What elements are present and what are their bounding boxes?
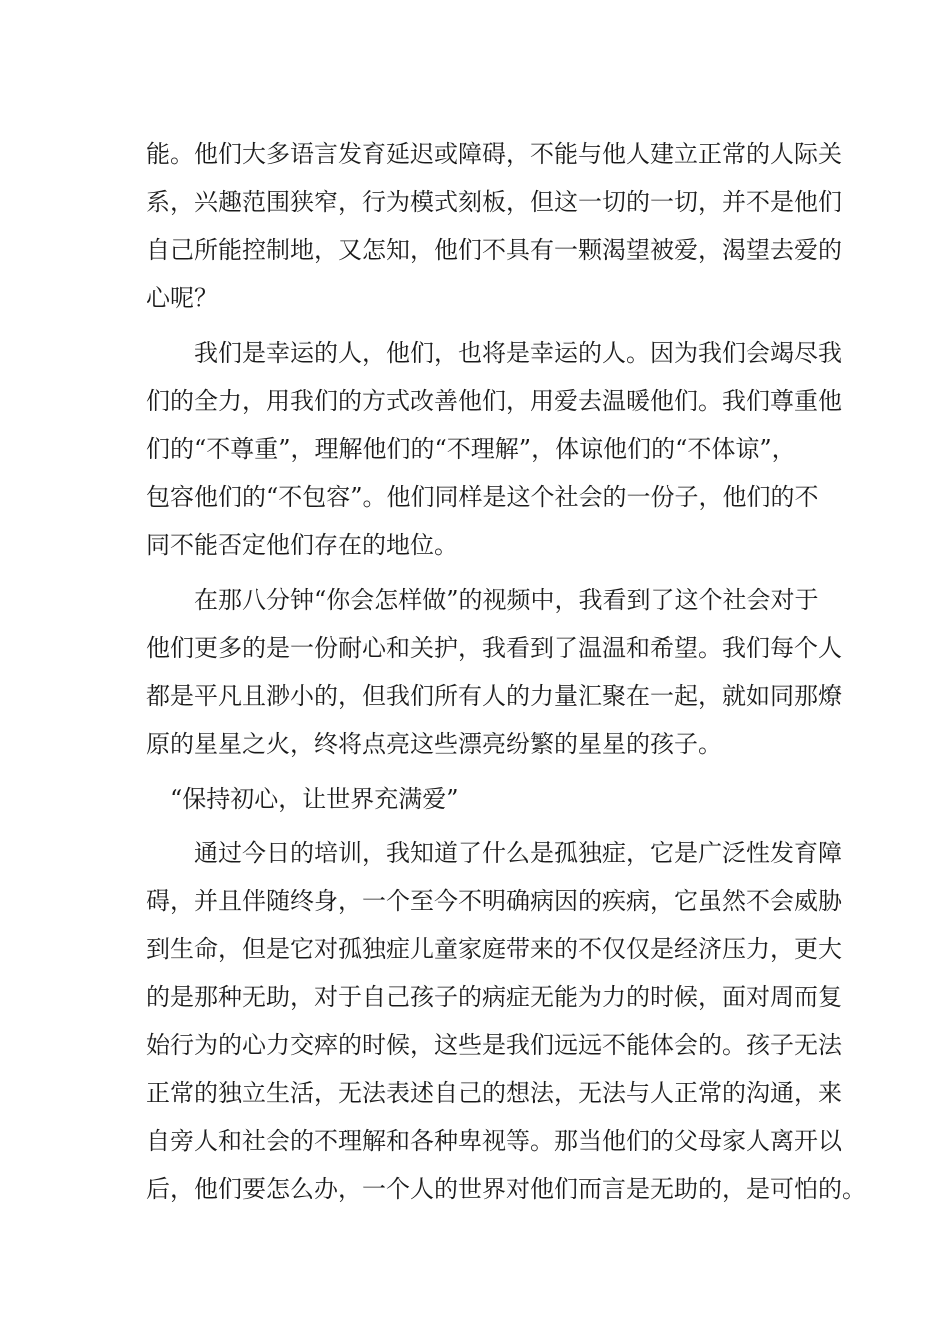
paragraph-line: 正常的独立生活，无法表述自己的想法，无法与人正常的沟通，来 bbox=[146, 1079, 842, 1107]
paragraph-line: 能。他们大多语言发育延迟或障碍，不能与他人建立正常的人际关 bbox=[146, 140, 842, 168]
paragraph-line: 我们是幸运的人，他们，也将是幸运的人。因为我们会竭尽我 bbox=[194, 339, 842, 367]
paragraph-line: 系，兴趣范围狭窄，行为模式刻板，但这一切的一切，并不是他们 bbox=[146, 188, 842, 216]
paragraph-line: 心呢？ bbox=[146, 284, 218, 312]
paragraph-line: 都是平凡且渺小的，但我们所有人的力量汇聚在一起，就如同那燎 bbox=[146, 682, 842, 710]
paragraph-line: 同不能否定他们存在的地位。 bbox=[146, 531, 458, 559]
paragraph-line: 后，他们要怎么办，一个人的世界对他们而言是无助的，是可怕的。 bbox=[146, 1175, 866, 1203]
paragraph-line: 在那八分钟“你会怎样做”的视频中，我看到了这个社会对于 bbox=[194, 586, 819, 614]
paragraph-line: 通过今日的培训，我知道了什么是孤独症，它是广泛性发育障 bbox=[194, 839, 842, 867]
paragraph-line: 到生命，但是它对孤独症儿童家庭带来的不仅仅是经济压力，更大 bbox=[146, 935, 842, 963]
paragraph-line: 包容他们的“不包容”。他们同样是这个社会的一份子，他们的不 bbox=[146, 483, 819, 511]
paragraph-line: 碍，并且伴随终身，一个至今不明确病因的疾病，它虽然不会威胁 bbox=[146, 887, 842, 915]
paragraph-line: 们的全力，用我们的方式改善他们，用爱去温暖他们。我们尊重他 bbox=[146, 387, 842, 415]
paragraph-line: 他们更多的是一份耐心和关护，我看到了温温和希望。我们每个人 bbox=[146, 634, 842, 662]
paragraph-line: 自旁人和社会的不理解和各种卑视等。那当他们的父母家人离开以 bbox=[146, 1127, 842, 1155]
section-heading-quote: “保持初心，让世界充满爱” bbox=[170, 785, 459, 813]
paragraph-line: 的是那种无助，对于自己孩子的病症无能为力的时候，面对周而复 bbox=[146, 983, 842, 1011]
paragraph-line: 自己所能控制地，又怎知，他们不具有一颗渴望被爱，渴望去爱的 bbox=[146, 236, 842, 264]
paragraph-line: 原的星星之火，终将点亮这些漂亮纷繁的星星的孩子。 bbox=[146, 730, 722, 758]
paragraph-line: 们的“不尊重”，理解他们的“不理解”，体谅他们的“不体谅”， bbox=[146, 435, 796, 463]
paragraph-line: 始行为的心力交瘁的时候，这些是我们远远不能体会的。孩子无法 bbox=[146, 1031, 842, 1059]
